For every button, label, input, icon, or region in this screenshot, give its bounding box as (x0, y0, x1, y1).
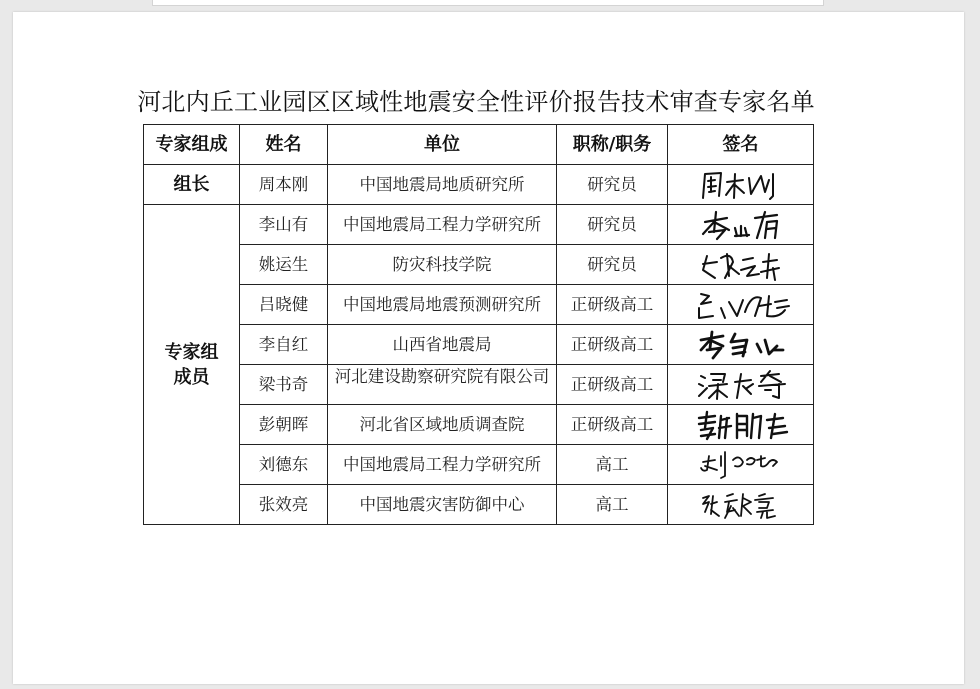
title-cell: 正研级高工 (557, 285, 668, 325)
signature-cell (668, 485, 814, 525)
signature-cell (668, 365, 814, 405)
unit-cell: 中国地震局工程力学研究所 (328, 205, 557, 245)
table-row (144, 325, 814, 365)
signature-cell (668, 285, 814, 325)
title-cell: 正研级高工 (557, 365, 668, 405)
title-cell: 高工 (557, 445, 668, 485)
header-unit: 单位 (328, 125, 557, 165)
handwritten-signature (681, 248, 801, 282)
unit-cell: 中国地震局工程力学研究所 (328, 445, 557, 485)
header-name: 姓名 (240, 125, 328, 165)
title-cell: 高工 (557, 485, 668, 525)
signature-cell (668, 245, 814, 285)
group-members-cell (144, 205, 240, 525)
handwritten-signature (681, 328, 801, 362)
name-cell: 姚运生 (240, 245, 328, 285)
table-row (144, 285, 814, 325)
unit-text: 河北建设勘察研究院有限公司 (334, 367, 550, 386)
name-cell: 梁书奇 (240, 365, 328, 405)
handwritten-signature (681, 288, 801, 322)
handwritten-signature (681, 448, 801, 482)
signature-cell (668, 205, 814, 245)
header-group: 专家组成 (144, 125, 240, 165)
header-signature: 签名 (668, 125, 814, 165)
title-cell: 研究员 (557, 165, 668, 205)
handwritten-signature (681, 488, 801, 522)
group-leader-cell: 组长 (144, 165, 240, 205)
table-row (144, 405, 814, 445)
expert-roster-table (143, 124, 814, 525)
signature-cell (668, 445, 814, 485)
unit-cell: 山西省地震局 (328, 325, 557, 365)
handwritten-signature (681, 368, 801, 402)
signature-cell (668, 165, 814, 205)
unit-cell (328, 365, 557, 405)
handwritten-signature (681, 208, 801, 242)
previous-page-edge (152, 0, 824, 6)
signature-cell (668, 405, 814, 445)
name-cell: 彭朝晖 (240, 405, 328, 445)
name-cell: 张效亮 (240, 485, 328, 525)
title-cell: 研究员 (557, 205, 668, 245)
name-cell: 李自红 (240, 325, 328, 365)
unit-cell: 中国地震局地质研究所 (328, 165, 557, 205)
table-row (144, 445, 814, 485)
unit-cell: 河北省区域地质调查院 (328, 405, 557, 445)
table-row (144, 485, 814, 525)
signature-cell (668, 325, 814, 365)
group-members-label: 专家组成员 (164, 341, 219, 388)
table-header-row (144, 125, 814, 165)
table-row (144, 165, 814, 205)
header-title: 职称/职务 (557, 125, 668, 165)
unit-cell: 防灾科技学院 (328, 245, 557, 285)
name-cell: 吕晓健 (240, 285, 328, 325)
name-cell: 周本刚 (240, 165, 328, 205)
handwritten-signature (681, 168, 801, 202)
document-title: 河北内丘工业园区区域性地震安全性评价报告技术审查专家名单 (137, 88, 815, 116)
title-cell: 正研级高工 (557, 405, 668, 445)
unit-cell: 中国地震灾害防御中心 (328, 485, 557, 525)
table-row (144, 365, 814, 405)
table-row (144, 205, 814, 245)
table-row (144, 245, 814, 285)
title-cell: 正研级高工 (557, 325, 668, 365)
unit-cell: 中国地震局地震预测研究所 (328, 285, 557, 325)
name-cell: 李山有 (240, 205, 328, 245)
handwritten-signature (681, 408, 801, 442)
title-cell: 研究员 (557, 245, 668, 285)
name-cell: 刘德东 (240, 445, 328, 485)
